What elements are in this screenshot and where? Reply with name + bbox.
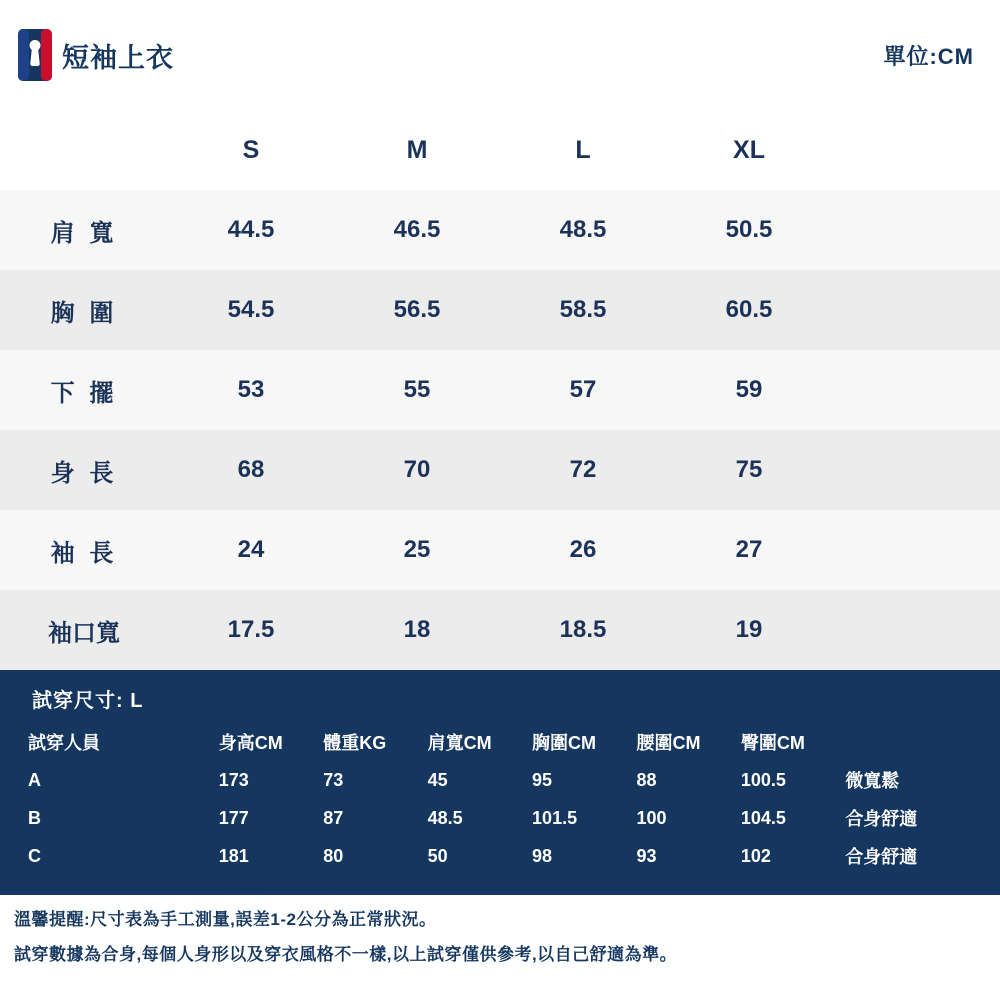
fit-a-shoulder: 45 bbox=[427, 769, 448, 790]
fit-block bbox=[0, 670, 1000, 895]
cell-cuff-tail bbox=[832, 590, 1000, 670]
cell-sleeve-s: 24 bbox=[168, 510, 334, 590]
cell-chest-m: 56.5 bbox=[334, 270, 500, 350]
cell-length-m: 70 bbox=[334, 430, 500, 510]
fit-row bbox=[28, 799, 996, 837]
cell-length-tail bbox=[832, 430, 1000, 510]
fit-header-weight: 體重KG bbox=[323, 733, 387, 753]
cell-hem-m: 55 bbox=[334, 350, 500, 430]
cell-chest-l: 58.5 bbox=[500, 270, 666, 350]
cell-length-xl: 75 bbox=[666, 430, 832, 510]
fit-header-hip: 臀圍CM bbox=[740, 733, 805, 753]
fit-a-name: A bbox=[28, 769, 41, 790]
cell-hem-tail bbox=[832, 350, 1000, 430]
fit-header-shoulder: 肩寬CM bbox=[427, 733, 492, 753]
cell-chest-xl: 60.5 bbox=[666, 270, 832, 350]
fit-b-chest: 101.5 bbox=[532, 807, 578, 828]
fit-a-weight: 73 bbox=[323, 769, 344, 790]
cell-cuff-l: 18.5 bbox=[500, 590, 666, 670]
fit-c-height: 181 bbox=[218, 845, 249, 866]
cell-length-l: 72 bbox=[500, 430, 666, 510]
cell-cuff-s: 17.5 bbox=[168, 590, 334, 670]
cell-sleeve-tail bbox=[832, 510, 1000, 590]
fit-header-person: 試穿人員 bbox=[28, 733, 100, 753]
row-label-sleeve: 袖 長 bbox=[0, 510, 168, 590]
fit-row bbox=[28, 761, 996, 799]
fit-a-waist: 88 bbox=[636, 769, 657, 790]
cell-length-s: 68 bbox=[168, 430, 334, 510]
row-label-length: 身 長 bbox=[0, 430, 168, 510]
table-header-row bbox=[0, 110, 1000, 190]
fit-c-shoulder: 50 bbox=[427, 845, 448, 866]
fit-c-hip: 102 bbox=[740, 845, 771, 866]
fit-row bbox=[28, 837, 996, 875]
fit-b-shoulder: 48.5 bbox=[427, 807, 463, 828]
fit-table bbox=[28, 723, 996, 875]
cell-chest-tail bbox=[832, 270, 1000, 350]
fit-b-height: 177 bbox=[218, 807, 249, 828]
size-header-l: L bbox=[575, 135, 591, 164]
row-label-cuff: 袖口寬 bbox=[0, 590, 168, 670]
fit-size-label: 試穿尺寸: L bbox=[32, 690, 144, 712]
cell-cuff-m: 18 bbox=[334, 590, 500, 670]
fit-c-chest: 98 bbox=[532, 845, 553, 866]
fit-a-hip: 100.5 bbox=[740, 769, 786, 790]
fit-b-name: B bbox=[28, 807, 41, 828]
nba-logo-icon bbox=[18, 29, 52, 81]
fit-header-height: 身高CM bbox=[218, 733, 283, 753]
cell-shoulder-l: 48.5 bbox=[500, 190, 666, 270]
fit-b-waist: 100 bbox=[636, 807, 667, 828]
fit-header-chest: 胸圍CM bbox=[532, 733, 597, 753]
cell-sleeve-l: 26 bbox=[500, 510, 666, 590]
size-header-s: S bbox=[242, 135, 260, 164]
fit-a-height: 173 bbox=[218, 769, 249, 790]
size-header-blank-right bbox=[832, 110, 1000, 190]
cell-cuff-xl: 19 bbox=[666, 590, 832, 670]
size-header-blank-left bbox=[0, 110, 168, 190]
fit-b-weight: 87 bbox=[323, 807, 344, 828]
size-header-xl: XL bbox=[733, 135, 765, 164]
page-title: 短袖上衣 bbox=[62, 42, 174, 73]
footer-note-fit: 試穿數據為合身,每個人身形以及穿衣風格不一樣,以上試穿僅供參考,以自己舒適為準。 bbox=[14, 945, 678, 964]
fit-header-row bbox=[28, 723, 996, 761]
size-table bbox=[0, 110, 1000, 670]
cell-sleeve-xl: 27 bbox=[666, 510, 832, 590]
cell-shoulder-s: 44.5 bbox=[168, 190, 334, 270]
cell-hem-xl: 59 bbox=[666, 350, 832, 430]
table-row bbox=[0, 270, 1000, 350]
cell-sleeve-m: 25 bbox=[334, 510, 500, 590]
cell-hem-s: 53 bbox=[168, 350, 334, 430]
footer-notes bbox=[0, 905, 1000, 975]
fit-c-note: 合身舒適 bbox=[845, 847, 918, 867]
fit-a-note: 微寬鬆 bbox=[845, 771, 900, 791]
cell-hem-l: 57 bbox=[500, 350, 666, 430]
header bbox=[0, 0, 1000, 110]
header-left bbox=[18, 29, 174, 81]
table-row bbox=[0, 510, 1000, 590]
fit-b-hip: 104.5 bbox=[740, 807, 786, 828]
row-label-chest: 胸 圍 bbox=[0, 270, 168, 350]
cell-shoulder-tail bbox=[832, 190, 1000, 270]
fit-header-note bbox=[845, 723, 996, 761]
fit-header-waist: 腰圍CM bbox=[636, 733, 701, 753]
size-header-m: M bbox=[406, 135, 428, 164]
fit-c-name: C bbox=[28, 845, 41, 866]
row-label-shoulder: 肩 寬 bbox=[0, 190, 168, 270]
fit-c-weight: 80 bbox=[323, 845, 344, 866]
fit-a-chest: 95 bbox=[532, 769, 553, 790]
fit-b-note: 合身舒適 bbox=[845, 809, 918, 829]
table-row bbox=[0, 350, 1000, 430]
cell-chest-s: 54.5 bbox=[168, 270, 334, 350]
cell-shoulder-xl: 50.5 bbox=[666, 190, 832, 270]
unit-label: 單位:CM bbox=[883, 43, 974, 69]
table-row bbox=[0, 590, 1000, 670]
footer-note-measurement: 溫馨提醒:尺寸表為手工測量,誤差1-2公分為正常狀況。 bbox=[14, 910, 437, 929]
cell-shoulder-m: 46.5 bbox=[334, 190, 500, 270]
table-row bbox=[0, 190, 1000, 270]
table-row bbox=[0, 430, 1000, 510]
row-label-hem: 下 擺 bbox=[0, 350, 168, 430]
fit-c-waist: 93 bbox=[636, 845, 657, 866]
